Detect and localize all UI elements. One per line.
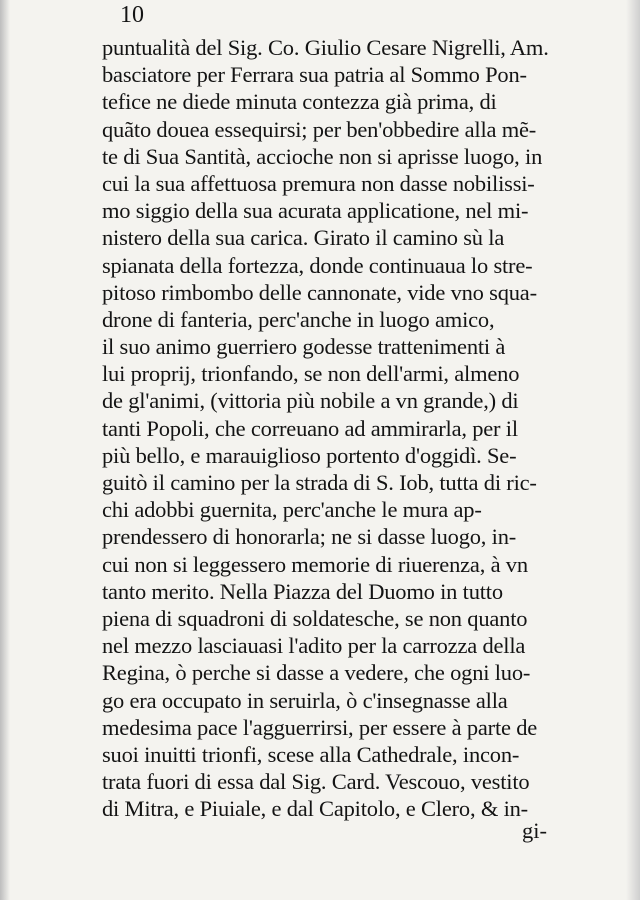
text-line: tanto merito. Nella Piazza del Duomo in tutto <box>102 578 503 604</box>
text-line: nel mezzo lasciauasi l'adito per la carrozza della <box>102 633 526 659</box>
catchword: gi- <box>522 818 547 843</box>
text-line: tefice ne diede minuta contezza già prima, di <box>102 89 497 115</box>
text-line: quãto douea essequirsi; per ben'obbedire alla mẽ- <box>102 116 537 142</box>
page-number: 10 <box>120 2 144 28</box>
scan-shadow-right <box>626 0 640 900</box>
text-line: te di Sua Santità, accioche non si aprisse luogo, in <box>102 143 543 169</box>
text-line: trata fuori di essa dal Sig. Card. Vescouo, vestito <box>102 769 530 795</box>
text-line: go era occupato in seruirla, ò c'insegnasse alla <box>102 687 508 713</box>
text-line: Regina, ò perche si dasse a vedere, che ogni luo- <box>102 660 531 686</box>
text-line: tanti Popoli, che correuano ad ammirarla, per il <box>102 415 518 441</box>
text-line: spianata della fortezza, donde continuaua lo stre- <box>102 252 533 278</box>
text-line: cui la sua affettuosa premura non dasse nobilissi- <box>102 170 535 196</box>
text-line: piena di squadroni di soldatesche, se non quanto <box>102 605 528 631</box>
body-text <box>102 34 589 822</box>
text-line: drone di fanteria, perc'anche in luogo amico, <box>102 306 495 332</box>
text-line: suoi inuitti trionfi, scese alla Cathedrale, incon- <box>102 741 520 767</box>
text-line: di Mitra, e Piuiale, e dal Capitolo, e Clero, & in- <box>102 796 528 822</box>
text-line: de gl'animi, (vittoria più nobile a vn grande,) di <box>102 388 519 414</box>
text-line: lui proprij, trionfando, se non dell'armi, almeno <box>102 361 520 387</box>
text-line: nistero della sua carica. Girato il camino sù la <box>102 225 505 251</box>
text-line: il suo animo guerriero godesse trattenimenti à <box>102 334 506 360</box>
text-line: mo siggio della sua acurata applicatione, nel mi- <box>102 198 529 224</box>
text-line: basciatore per Ferrara sua patria al Sommo Pon- <box>102 62 527 88</box>
scan-shadow-left <box>0 0 10 900</box>
text-line: cui non si leggessero memorie di riuerenza, à vn <box>102 551 528 577</box>
text-line: prendessero di honorarla; ne si dasse luogo, in- <box>102 524 517 550</box>
text-line: pitoso rimbombo delle cannonate, vide vno squa- <box>102 279 537 305</box>
text-line: più bello, e marauiglioso portento d'oggidì. Se- <box>102 442 517 468</box>
text-line: chi adobbi guernita, perc'anche le mura ap- <box>102 497 482 523</box>
text-line: medesima pace l'agguerrirsi, per essere à parte de <box>102 714 538 740</box>
text-line: guitò il camino per la strada di S. Iob, tutta di ric- <box>102 470 537 495</box>
text-line: puntualità del Sig. Co. Giulio Cesare Nigrelli, Am. <box>102 35 549 60</box>
